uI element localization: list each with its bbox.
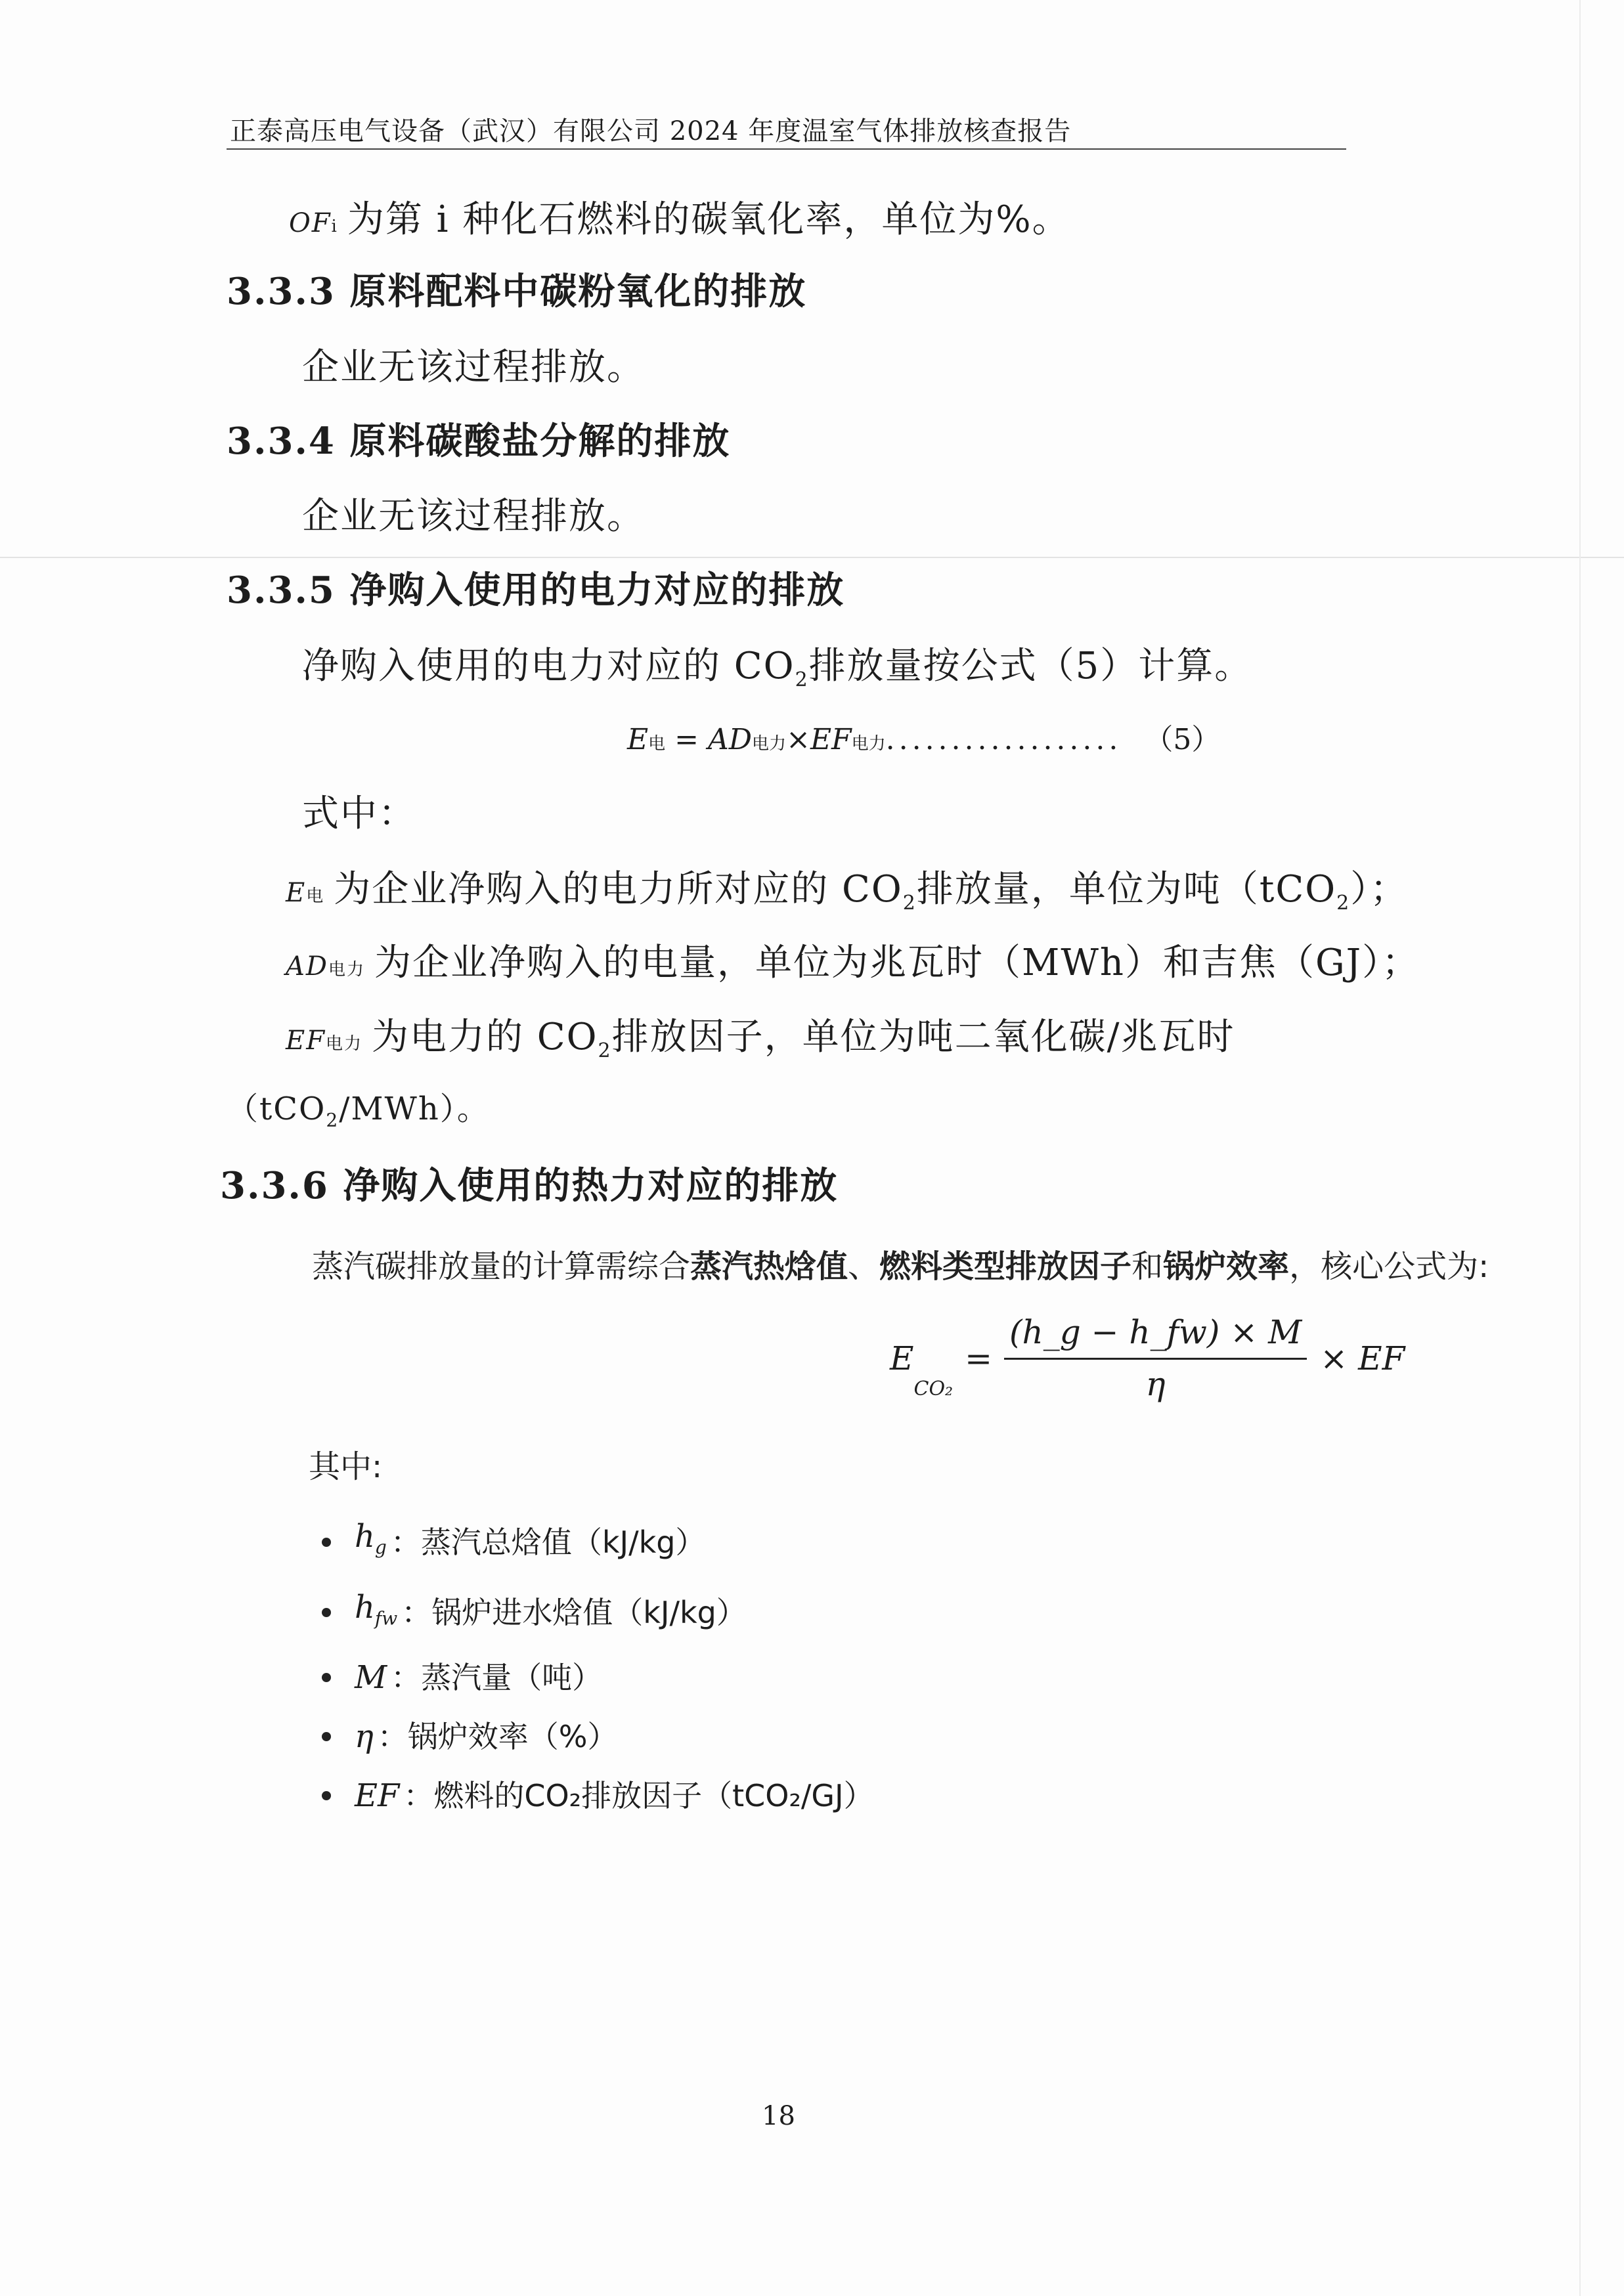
- scan-artifact-line: [0, 557, 1624, 558]
- where-label: 式中：: [302, 792, 416, 835]
- section-heading-334: 3.3.4 原料碳酸盐分解的排放: [227, 420, 731, 463]
- page-number: 18: [762, 2101, 795, 2131]
- def-ad-electricity: AD电力 为企业净购入的电量，单位为兆瓦时（MWh）和吉焦（GJ）；: [286, 942, 1420, 984]
- variable-bullet-list: [322, 1507, 874, 1825]
- steam-formula-fraction: $\frac{(h\_g - h\_fw) \times M}{\eta}$: [1004, 1313, 1307, 1403]
- def-ef-electricity: EF电力 为电力的 $CO_2$排放因子，单位为吨二氧化碳/兆瓦时: [286, 1016, 1235, 1063]
- def-e-electricity: E电 为企业净购入的电力所对应的 $CO_2$排放量，单位为吨（tCO$_2$）；: [286, 868, 1409, 915]
- unit-line: （tCO$_2$/MWh）。: [227, 1091, 490, 1131]
- steam-formula: E CO₂ = $\frac{(h\_g - h\_fw) \times M}{\eta}$ × EF: [890, 1313, 1405, 1403]
- section-heading-335: 3.3.5 净购入使用的电力对应的排放: [227, 569, 845, 612]
- section-text-333: 企业无该过程排放。: [302, 346, 645, 389]
- section-text-334: 企业无该过程排放。: [302, 495, 645, 538]
- section-intro-335: 净购入使用的电力对应的 $CO_2$排放量按公式（5）计算。: [302, 645, 1253, 692]
- scan-margin-strip: [1579, 0, 1581, 2296]
- bullet-hfw: $h_{fw}$ ：锅炉进水焓值（kJ/kg）: [322, 1578, 874, 1649]
- bullet-hg: $h_g$ ：蒸汽总焓值（kJ/kg）: [322, 1507, 874, 1578]
- formula-5: E电 = AD电力×EF电力.................. （5）: [627, 723, 1221, 756]
- section-heading-333: 3.3.3 原料配料中碳粉氧化的排放: [227, 270, 807, 313]
- header-divider: [227, 148, 1346, 150]
- bullet-m: M ：蒸汽量（吨）: [322, 1648, 874, 1707]
- of-variable: OFi: [289, 208, 338, 238]
- bullet-ef: EF ：燃料的CO₂排放因子（tCO₂/GJ）: [322, 1766, 874, 1825]
- section-heading-336: 3.3.6 净购入使用的热力对应的排放: [220, 1164, 839, 1207]
- where-label-336: 其中:: [309, 1448, 383, 1485]
- steam-intro: 蒸汽碳排放量的计算需综合蒸汽热焓值、燃料类型排放因子和锅炉效率，核心公式为:: [312, 1248, 1489, 1285]
- page-header: 正泰高压电气设备（武汉）有限公司 2024 年度温室气体排放核查报告: [230, 116, 1072, 146]
- bullet-eta: η ：锅炉效率（%）: [322, 1707, 874, 1766]
- of-definition: OFi 为第 i 种化石燃料的碳氧化率，单位为%。: [289, 198, 1070, 241]
